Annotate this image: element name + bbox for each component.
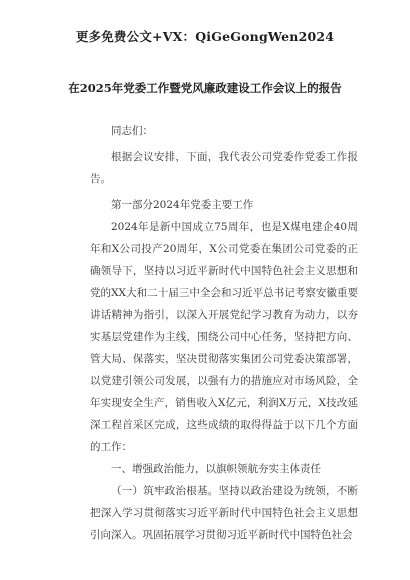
section-heading-one: 一、增强政治能力，以旗帜领航夯实主体责任	[111, 463, 321, 475]
paragraph-political-foundation: （一）筑牢政治根基。坚持以政治建设为统领，不断把深入学习贯彻落实习近平新时代中国特色社会主义思想引向深入。巩固拓展学习贯彻习近平新时代中国特色社会	[90, 485, 358, 541]
document-title: 在2025年党委工作暨党风廉政建设工作会议上的报告	[68, 81, 342, 95]
document-body	[90, 120, 358, 546]
paragraph-intro: 根据会议安排，下面，我代表公司党委作党委工作报告。	[90, 151, 358, 185]
section-heading-part-one: 第一部分2024年党委主要工作	[111, 199, 254, 211]
paragraph-summary: 2024年是新中国成立75周年，也是X煤电建企40周年和X公司投产20周年，X公司党委在集团公司党委的正确领导下，坚持以习近平新时代中国特色社会主义思想和党的XX大和二十届三中全会和习近平总书记考察安徽重要讲话精神为指引，以深入开展党纪学习教育为动力，以夯实基层党建作为主线，围绕公司中心任务，坚持把方向、管大局、保落实，坚决贯彻落实集团公司党委决策部署，以党建引领公司发展，以强有力的措施应对市场风险，全年实现安全生产，销售收入X亿元，利润X万元，X技改延深工程首采区完成，这些成绩的取得得益于以下几个方面的工作：	[90, 221, 358, 453]
watermark-header: 更多免费公文+VX：QiGeGongWen2024	[75, 29, 335, 44]
salutation: 同志们：	[111, 125, 153, 137]
